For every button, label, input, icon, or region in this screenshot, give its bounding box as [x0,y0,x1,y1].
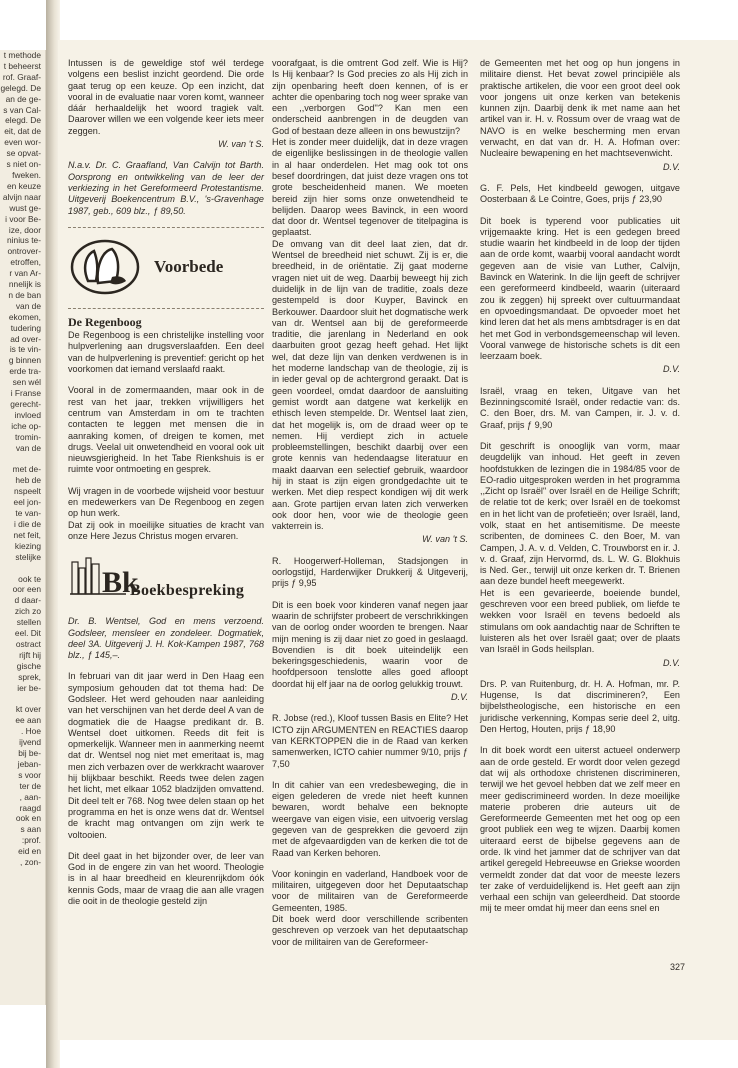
previous-page-fragment: s voor [18,769,41,780]
previous-page-fragment: wust ge- [9,202,41,213]
previous-page-fragment: gische [16,660,41,671]
review-paragraph: voorafgaat, is die omtrent God zelf. Wie is Hij? Is Hij kenbaar? Is God precies zo als Hij zich in zijn openbaring heeft doen kennen, of is er achter die openbaring toch nog weer sprake van een ,,verborgen God''? Kan men een onderscheid aanbrengen in de deugden van God of bestaan deze alleen in ons bewustzijn? [272,58,468,136]
regenboog-paragraph: Wij vragen in de voorbede wijsheid voor bestuur en medewerkers van De Regenboog en zegen op hun werk. [68,485,264,519]
previous-page-fragment: s aan [20,824,41,835]
previous-page-fragment: net feit, [13,529,41,540]
previous-page-fragment: fweken. [12,169,41,180]
review-paragraph: Dit boek is typerend voor publicaties uit vrijgemaakte kring. Het is een gedegen breed studie waarin het kindbeeld in de loop der tijden aan de orde komt, waarbij vooral aandacht wordt gegeven aan de visie van Luther, Calvijn, Bavinck en Waterink. In die lijn geeft de schrijver een gereformeerd kindbeeld, waarin (uiteraard zou ik zeggen) hij spreekt over cultuurmandaat en opvoedingsmandaat. De opvoeder moet het kind leren dat het als mens ambtsdrager is en dat het met God in verbondsgemeenschap wil leven. Vooral vanwege de historische schets is dit een leerzaam boek. [480,215,680,362]
previous-page-fragment: n de ban [8,289,41,300]
previous-page-fragment: ook te [18,573,41,584]
signature: W. van 't S. [422,534,468,545]
review-paragraph: De omvang van dit deel laat zien, dat dr. Wentsel de breedheid niet schuwt. Zij is er, die breedheid, in de oriëntatie. Zij gaat moderne vragen niet uit de weg. Daarbij beweegt hij zich duidelijk in de lijn van de traditie, zoals deze gestempeld is door Kuyper, Bavinck en Berkouwer. Daardoor sluit het dogmatische werk van dr. Wentsel aan bij de gereformeerde traditie, die jarenlang in Nederland en ook daarbuiten groot gezag heeft gehad. Het lijkt wel, dat deze lijn van denken verdwenen is in het moderne landschap van de theologie, zij is in ieder geval op de achtergrond geraakt. Dat is geen voordeel, omdat daardoor de aansluiting gemist wordt aan datgene wat kerkelijk en ethisch leven stempelde. Dr. Wentsel laat zien, dat het mogelijk is, om de draad weer op te nemen. Hij verdiept zich in actuele probleemstellingen, beschikt daarbij over een grote kennis van hedendaagse literatuur en maakt daarvan een selectief gebruik, waardoor hij in staat is zijn eigen grondgedachte uit te werken. Met diep respect kondigen wij dit werk aan. Grote partijen ervan laten zich verwerken ook door hen, voor wie de theologie geen vakterrein is. [272,238,468,532]
signature: D.V. [662,657,680,668]
previous-page-fragment: eel jon- [13,497,41,508]
previous-page-fragment: i die de [13,518,41,529]
previous-page-fragment: s van Cal- [3,104,41,115]
previous-page-fragment: rof. Graaf- [2,71,41,82]
previous-page-fragment: van de [15,442,41,453]
previous-page-fragment: gerecht- [10,399,41,409]
previous-page-fragment: ier be- [17,682,41,693]
previous-page-fragment: is te vin- [9,344,41,355]
previous-page-fragment: eid en [18,846,41,857]
signature: W. van 't S. [218,139,264,150]
previous-page-fragment: ter de [19,780,41,791]
previous-page-fragment: i voor Be- [5,213,41,224]
previous-page-fragment: kiezing [14,540,41,551]
previous-page-fragment: ee aan [15,715,41,726]
book-reference: Voor koningin en vaderland, Handboek voor de militairen, uitgegeven door het Deputaatschap voor de militairen van de Gereformeerde Gemeenten, 1985. [272,868,468,913]
previous-page-fragment: ize, door [8,224,41,235]
previous-page-fragment: ninius te- [7,235,41,246]
previous-page-fragment: bij be- [18,748,41,758]
previous-page-fragment: an de ge- [5,93,41,104]
previous-page-fragment: jeban- [17,758,41,769]
previous-page-fragment: gelegd. De [0,82,41,93]
previous-page-fragment: t beheerst [3,60,41,71]
review-paragraph: Het is een gevarieerde, boeiende bundel, geschreven voor een breed publiek, om liefde te wekken voor Israël en tevens bedoeld als stimulans om ook aandachtig naar de Schriften te luisteren als het over Israël gaat; over de plaats van Israël in Gods heilsplan. [480,587,680,655]
voorbede-header [68,236,264,298]
previous-page-fragment: en keuze [7,180,41,191]
boekbespreking-title: Boekbespreking [130,581,245,599]
column-2 [272,58,468,958]
column-1 [68,58,264,917]
previous-page-fragment: stelijke [15,551,41,562]
bookshelf-logo-icon [68,554,139,600]
previous-page-fragment: ostract [15,638,41,649]
previous-page-fragment: etroffen, [10,257,41,268]
boekbespreking-header [68,552,264,600]
previous-page-fragment: met de- [12,464,41,475]
review-paragraph: In dit boek wordt een uiterst actueel onderwerp aan de orde gesteld. Er wordt door velen gezegd dat wij als orthodoxe christenen discrimineren, terwijl we het gevoel hebben dat we zelf meer en meer gediscrimineerd worden. In deze moeilijke materie proberen drie auteurs uit de Gereformeerde Gemeenten met het oog op een groot publiek een weg te wijzen. Daarbij komen uiteraard eerst de bijbelse gegevens aan de orde. Ik vind het jammer dat de schrijver van dat artikel geregeld Hebreeuwse en Griekse woorden vermeldt zonder dat dat voor de meeste lezers ter zake of verduidelijkend is. Het geeft aan zijn verhaal een schijn van geleerdheid. Dat stoorde mij te meer omdat hij meer dan eens snel en [480,745,680,914]
previous-page-fragment [0,693,44,704]
signature: D.V. [662,364,680,375]
regenboog-paragraph: Dat zij ook in moeilijke situaties de kracht van onze Here Jezus Christus mogen ervaren. [68,519,264,541]
previous-page-fragment: r van Ar- [9,268,41,279]
previous-page-fragment: rijft hij [19,649,41,660]
section-divider [68,308,264,309]
previous-page-fragment: nspeelt [13,486,41,497]
previous-page-fragment: eel. Dit [14,628,41,639]
signature: D.V. [450,692,468,703]
review-paragraph: Dit boek werd door verschillende scribenten geschreven op verzoek van het deputaatschap voor de militairen van de Gereformeer- [272,914,468,947]
previous-page-fragment [0,563,44,574]
previous-page-fragment [0,454,44,465]
review-paragraph: Dit geschrift is onooglijk van vorm, maar deugdelijk van inhoud. Het geeft in zeven hoofdstukken de lezingen die in 1984/85 voor de EO-radio uitgesproken werden in het programma ,,Zicht op Israël'' over Israël en de Heilige Schrift; de relatie tot de kerk; over Israël en de toekomst en in het licht van de profetieën; over Israël, land, volk, staat en het antisemitisme. De meeste scribenten, de dominees C. den Boer, M. van Campen, J. A. v. d. Velden, C. Trouwborst en ir. J. v. d. Graaf, zijn Hervormd, ds. L. W. G. Blokhuis is Ned. Ger., terwijl uit onze kerken dr. T. Brienen aan deze bundel heeft meegewerkt. [480,440,680,587]
review-paragraph: de Gemeenten met het oog op hun jongens in militaire dienst. Het bevat zowel principiële als praktische artikelen, die voor een groot deel ook voor jongens uit onze kerken van betekenis kunnen zijn. Daarbij denk ik met name aan het artikel van ir. H. v. Rossum over de vraag wat de NAVO is en welke bescherming men ervan verwacht, en dat van dr. H. A. Hofman over: Nucleaire bewapening en het machtsevenwicht. [480,58,680,159]
previous-page-fragment: te van- [15,508,41,519]
intro-paragraph: Intussen is de geweldige stof wél terdege volgens een beslist inzicht geordend. Die orde gaat terug op een keuze. Op een inzicht, dat vooral in de evaluatie naar voren komt, wanneer dáár herhaaldelijk het woord tragiek valt. Daarover willen we een volgende keer iets meer zeggen. [68,58,264,136]
previous-page-fragment: stellen [16,617,41,628]
previous-page-fragment: ekomen, [8,311,41,322]
previous-page-fragment: ook en [15,813,41,824]
previous-page-fragment: ad over- [10,333,41,344]
previous-page-fragment: i Franse [10,388,41,399]
section-divider [68,227,264,228]
previous-page-fragment: van de [15,300,41,311]
previous-page-fragment: ontrover- [7,246,41,257]
previous-page-fragment: ijvend [19,737,41,748]
previous-page-fragment: tromin- [14,431,41,442]
previous-page-fragment: elegd. De [5,115,41,126]
previous-page-fragment: oor een [12,584,41,595]
regenboog-paragraph: De Regenboog is een christelijke instelling voor hulpverlening aan drugsverslaafden. Een deel van de hulpverlening is preventief: gericht op het voorkomen dat iemand verslaafd raakt. [68,330,264,375]
signature: D.V. [662,161,680,172]
previous-page-fragment: sprek, [18,671,41,682]
regenboog-paragraph: Vooral in de zomermaanden, maar ook in de rest van het jaar, trekken vrijwilligers het centrum van Amsterdam in om te trachten contacten te leggen met mensen die in aanraking komen, of dreigen te komen, met drugs. Veelal uit onwetendheid en vooral ook uit nieuwsgierigheid. In het Tabe Rienkshuis is er ruimte voor ontmoeting en gesprek. [68,385,264,475]
previous-page-fragment: iche op- [11,420,41,431]
praying-hands-logo-icon [68,237,142,297]
bk-icon-text: Bk [102,566,139,600]
review-paragraph: In februari van dit jaar werd in Den Haag een symposium gehouden dat tot thema had: De Godsleer. Het werd gehouden naar aanleiding van het verschijnen van het derde deel A van de dogmatiek die de Haagse predikant dr. B. Wentsel doet uitkomen. Reeds dit feit is opmerkelijk. Wanneer men in aanmerking neemt dat dr. Wentsel nog niet met emeritaat is, mag men zich verbazen over de werkkracht waarover hij blijkbaar beschikt. Reeds twee delen zagen het licht, met elkaar 1052 bladzijden omvattend. Dit deel telt er 768. Nog twee delen staan op het programma en het is onze wens dat dr. Wentsel de kracht mag ontvangen om zijn werk te voltooien. [68,671,264,840]
previous-page-fragment: t methode [3,50,41,60]
book-reference: Israël, vraag en teken, Uitgave van het Bezinningscomité Israël, onder redactie van: ds. C. den Boer, drs. M. van Campen, ir. J. v. d. Graaf, prijs ƒ 9,90 [480,385,680,430]
previous-page-fragment: erde tra- [9,366,41,377]
column-3 [480,58,680,925]
review-paragraph: Het is zonder meer duidelijk, dat in deze vragen de eigenlijke beslissingen in de theologie vallen in al haar onderdelen. Het mag ook tot ons besef doordringen, dat juist deze vragen ons tot grote bescheidenheid manen. We moeten bereid zijn hier soms onze onwetendheid te belijden. Daarop wees Bavinck, in een woord dat door dr. Wentsel tegenover de titelpagina is geplaatst. [272,137,468,238]
previous-page-fragment: se opvat- [6,148,41,159]
previous-page-fragment: , zon- [20,857,41,868]
previous-page-fragment: invloed [14,409,41,420]
previous-page-fragment: . Hoe [20,726,41,737]
previous-page-strip [0,50,46,1005]
page-number: 327 [670,962,686,972]
previous-page-fragment: nnelijk is [8,279,41,290]
review-paragraph: Dit deel gaat in het bijzonder over, de leer van God in de engere zin van het woord. Theologie is in al haar breedheid en kleurenrijkdom óók kennis Gods, maar de vraag die aan alle vragen die ooit in de theologie gesteld zijn [68,850,264,907]
book-reference: G. F. Pels, Het kindbeeld gewogen, uitgave Oosterbaan & Le Cointre, Goes, prijs ƒ 23,90 [480,182,680,205]
previous-page-fragment: kt over [15,704,41,715]
previous-page-fragment: s niet on- [6,159,41,170]
previous-page-fragment: heb de [15,475,41,486]
previous-page-fragment: alvijn naar [2,191,41,202]
previous-page-fragment: d daar- [14,595,41,606]
book-reference: Dr. B. Wentsel, God en mens verzoend. Godsleer, mensleer en zondeleer. Dogmatiek, deel 3A. Uitgeverij J. H. Kok-Kampen 1987, 768 blz., ƒ 145,–. [68,616,264,661]
previous-page-fragment: tudering [10,322,41,333]
previous-page-fragment: even wor- [4,137,41,148]
previous-page-fragment: , aan- [19,791,41,802]
book-reference: Drs. P. van Ruitenburg, dr. H. A. Hofman, mr. P. Hugense, Is dat discrimineren?, Een bijbelstheologische, een historische en een juridische verkenning, Kompas serie deel 2, uitg. Den Hertog, Houten, prijs ƒ 18,90 [480,678,680,735]
previous-page-fragment: :prof. [21,835,41,846]
regenboog-heading: De Regenboog [68,314,142,329]
book-note: N.a.v. Dr. C. Graafland, Van Calvijn tot Barth. Oorsprong en ontwikkeling van de leer der verkiezing in het Gereformeerd Protestantisme. Uitgeverij Boekencentrum B.V., 's-Gravenhage 1987, geb., 609 blz., ƒ 89,50. [68,160,264,216]
book-reference: R. Hoogerwerf-Holleman, Stadsjongen in oorlogstijd, Harderwijker Drukkerij & Uitgeverij, prijs ƒ 9,95 [272,555,468,589]
previous-page-fragment: eit, dat de [4,126,41,137]
previous-page-fragment: zich zo [14,606,41,617]
review-paragraph: Dit is een boek voor kinderen vanaf negen jaar waarin de schrijfster probeert de verschrikkingen van de oorlog onder woorden te brengen. Naar mijn mening is zij daar niet zo goed in geslaagd. Bovendien is dit boek uiteindelijk een bekeringsgeschiedenis, waarin voor de hoofdpersoon tenslotte alles goed afloopt doordat hij elf jaar na de oorlog gelukkig trouwt. [272,599,468,689]
book-reference: R. Jobse (red.), Kloof tussen Basis en Elite? Het ICTO zijn ARGUMENTEN en REACTIES daarop van KERKTOPPEN die in de Raad van kerken samenwerken, ICTO cahier nummer 9/10, prijs ƒ 7,50 [272,713,468,769]
previous-page-fragment: sen wél [12,377,41,388]
voorbede-title: Voorbede [154,257,224,277]
previous-page-fragment: g binnen [8,355,41,366]
review-paragraph: In dit cahier van een vredesbeweging, die in eigen gelederen de vrede niet heeft kunnen bewaren, wordt behalve een beknopte weergave van eigen visie, een uitvoerig verslag gegeven van de gesprekken die gevoerd zijn met de afgevaardigden van de kerken die tot de Raad van Kerken behoren. [272,779,468,858]
previous-page-fragment: raagd [19,802,41,813]
